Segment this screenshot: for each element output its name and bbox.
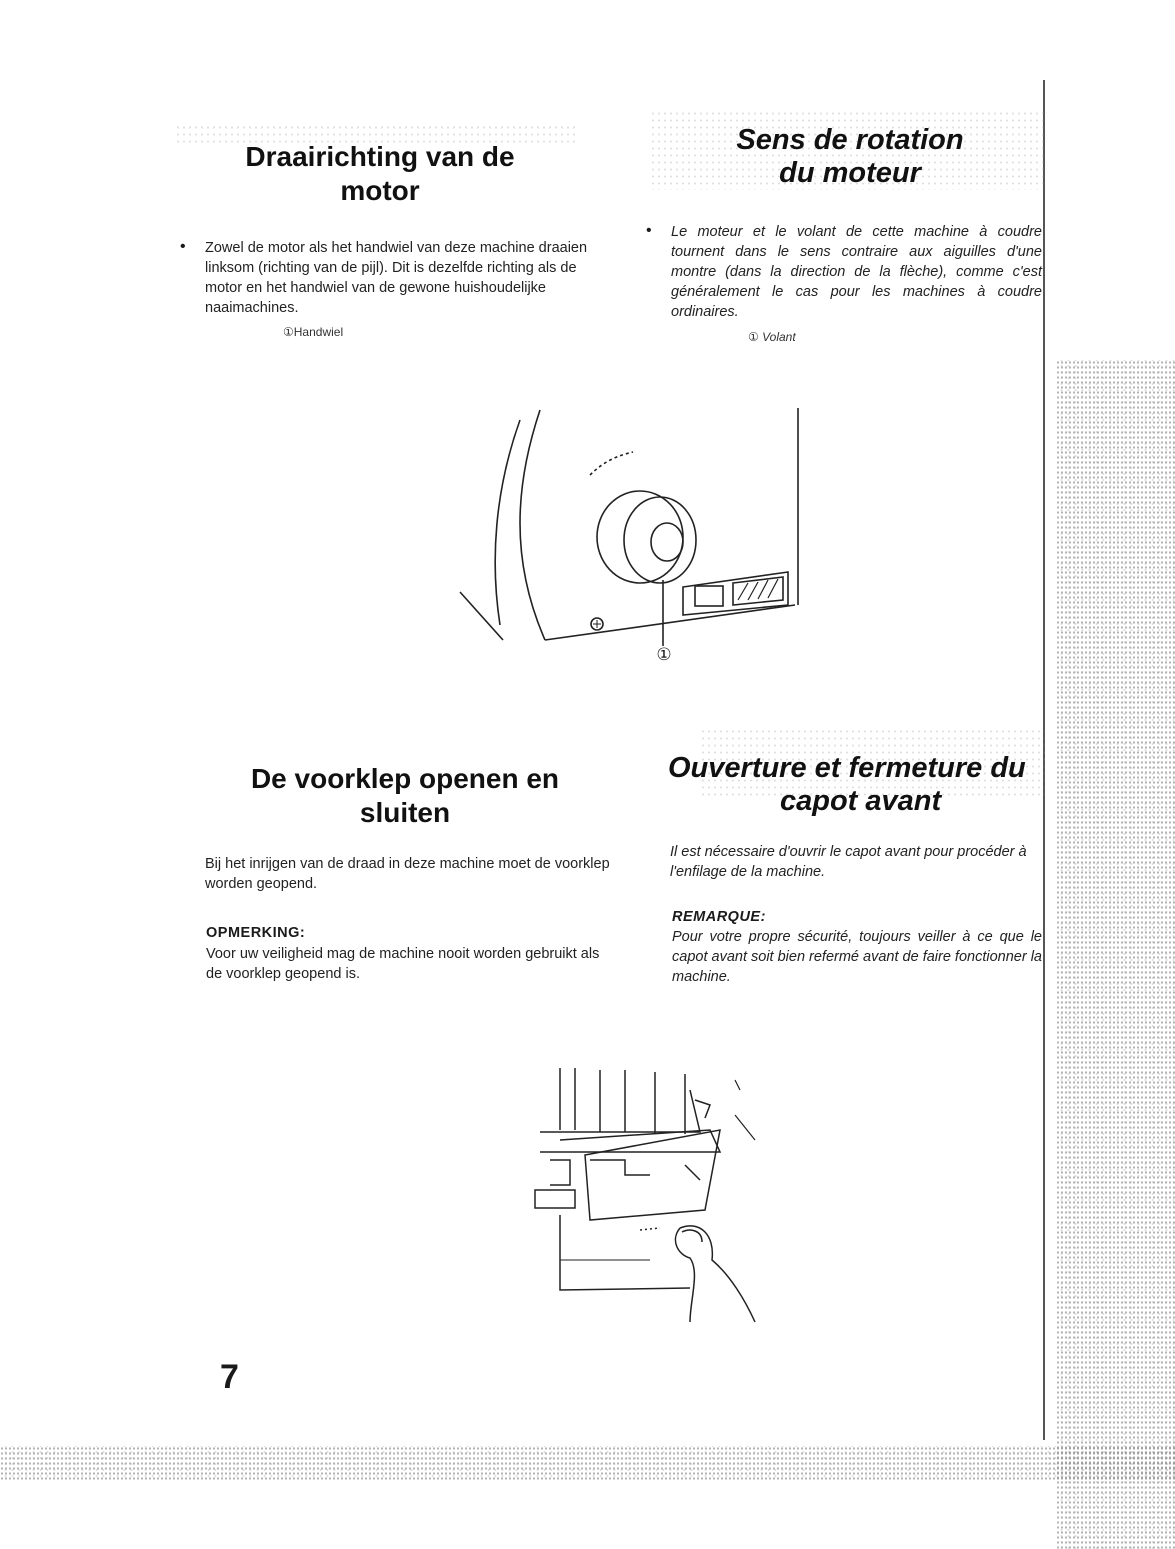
front-cover-panel (585, 1130, 720, 1220)
upper-housing-edge (540, 1130, 720, 1152)
machine-bottom-edge (545, 605, 795, 640)
handwheel-hub-icon (651, 523, 683, 561)
scan-noise-right-edge (1056, 360, 1175, 1549)
front-cover-illustration (530, 1060, 780, 1330)
rotation-arrow-icon (590, 452, 633, 475)
nl-caption-handwheel: ①Handwiel (283, 325, 344, 339)
machine-body-curve-inner (520, 410, 545, 640)
fr-note-text: Pour votre propre sécurité, toujours veiller à ce que le capot avant soit bien refermé avant de faire fonctionner la machine. (672, 929, 1042, 985)
power-switch-icon (695, 586, 723, 606)
nl-body-text: Zowel de motor als het handwiel van deze machine draaien linksom (richting van de pijl). Dit is dezelfde richting als de motor en het handwiel van de gewone huishoudelijke naaimachines. (205, 240, 588, 316)
fr-heading-motor-direction (680, 124, 1020, 190)
nl-note-text: Voor uw veiligheid mag de machine nooit worden gebruikt als de voorklep geopend is. (206, 946, 600, 982)
open-arrow-icon (685, 1165, 700, 1180)
nl-bullet-paragraph (180, 238, 590, 318)
fr-heading2-line2: capot avant (780, 785, 942, 817)
nl-front-cover-body: Bij het inrijgen van de draad in deze machine moet de voorklep worden geopend. (205, 856, 610, 892)
fr-note-label: REMARQUE: (672, 909, 766, 925)
page-number: 7 (220, 1358, 239, 1396)
callout-number-1: ① (656, 645, 672, 664)
machine-top-edge (540, 1090, 700, 1132)
fr-heading-line1: Sens de rotation (736, 124, 964, 156)
nl-heading-line1: Draairichting van de (245, 141, 515, 172)
fr-front-cover-body: Il est nécessaire d'ouvrir le capot avant pour procéder à l'enfilage de la machine. (670, 844, 1027, 880)
left-knob-icon (550, 1160, 570, 1185)
nl-heading-motor-direction (195, 140, 565, 208)
thread-guides-icon (560, 1068, 685, 1134)
nl-heading-front-cover (210, 762, 600, 830)
nl-heading2-line1: De voorklep openen en (250, 763, 560, 794)
scan-noise-bottom (0, 1446, 1175, 1480)
nl-heading2-line2: sluiten (359, 797, 451, 828)
fr-heading-front-cover (668, 752, 1043, 818)
thread-tension-icon (695, 1100, 710, 1118)
nl-heading-line2: motor (340, 175, 420, 206)
handwheel-illustration (455, 400, 815, 675)
lever-icon (535, 1190, 575, 1208)
handwheel-face-icon (624, 497, 696, 583)
vent-icon (733, 577, 783, 605)
lower-machine-edge (560, 1215, 690, 1290)
fr-bullet-paragraph (646, 222, 1042, 322)
fr-body-text: Le moteur et le volant de cette machine à coudre tournent dans le sens contraire aux aiguilles d'une montre (dans la direction de la flèche), comme c'est généralement le cas pour les machines à coudre ordinaires. (671, 224, 1042, 320)
bullet-icon: • (180, 238, 186, 255)
slide-arrow-icon (640, 1228, 660, 1230)
fr-caption-handwheel: ① Volant (748, 330, 796, 344)
fr-heading-line2: du moteur (779, 157, 921, 189)
machine-body-curve-outer (495, 420, 520, 625)
fr-heading2-line1: Ouverture et fermeture du (668, 752, 1026, 784)
bullet-icon: • (646, 222, 652, 239)
nl-note-label: OPMERKING: (206, 925, 306, 941)
